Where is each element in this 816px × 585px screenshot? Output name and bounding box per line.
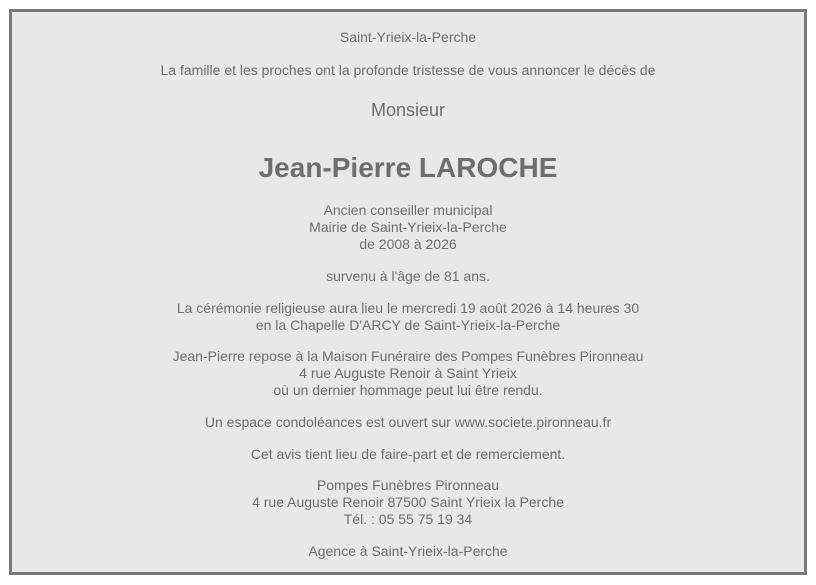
funeral-home-phone: Tél. : 05 55 75 19 34 xyxy=(343,511,473,527)
career-line-3: de 2008 à 2026 xyxy=(359,236,457,252)
town-heading: Saint-Yrieix-la-Perche xyxy=(339,29,477,45)
rest-line-3: où un dernier hommage peut lui être rendu. xyxy=(273,382,543,398)
agency-text: Agence à Saint-Yrieix-la-Perche xyxy=(308,543,508,559)
ceremony-line-1: La cérémonie religieuse aura lieu le mercredi 19 août 2026 à 14 heures 30 xyxy=(176,300,640,316)
announcement-text: La famille et les proches ont la profonde tristesse de vous annoncer le décès de xyxy=(160,62,656,78)
funeral-home-name: Pompes Funèbres Pironneau xyxy=(316,477,500,493)
rest-line-2: 4 rue Auguste Renoir à Saint Yrieix xyxy=(299,365,517,381)
age-text: survenu à l'âge de 81 ans. xyxy=(326,268,490,284)
condolences-text: Un espace condoléances est ouvert sur www.societe.pironneau.fr xyxy=(204,414,612,430)
deceased-name: Jean-Pierre LAROCHE xyxy=(258,152,558,183)
civility-title: Monsieur xyxy=(370,100,446,120)
career-line-2: Mairie de Saint-Yrieix-la-Perche xyxy=(309,219,507,235)
notice-text: Cet avis tient lieu de faire-part et de remerciement. xyxy=(250,446,566,462)
rest-line-1: Jean-Pierre repose à la Maison Funéraire des Pompes Funèbres Pironneau xyxy=(172,348,644,364)
obituary-notice xyxy=(9,9,807,575)
funeral-home-address: 4 rue Auguste Renoir 87500 Saint Yrieix la Perche xyxy=(252,494,564,510)
ceremony-line-2: en la Chapelle D'ARCY de Saint-Yrieix-la-Perche xyxy=(255,317,561,333)
career-line-1: Ancien conseiller municipal xyxy=(323,202,493,218)
